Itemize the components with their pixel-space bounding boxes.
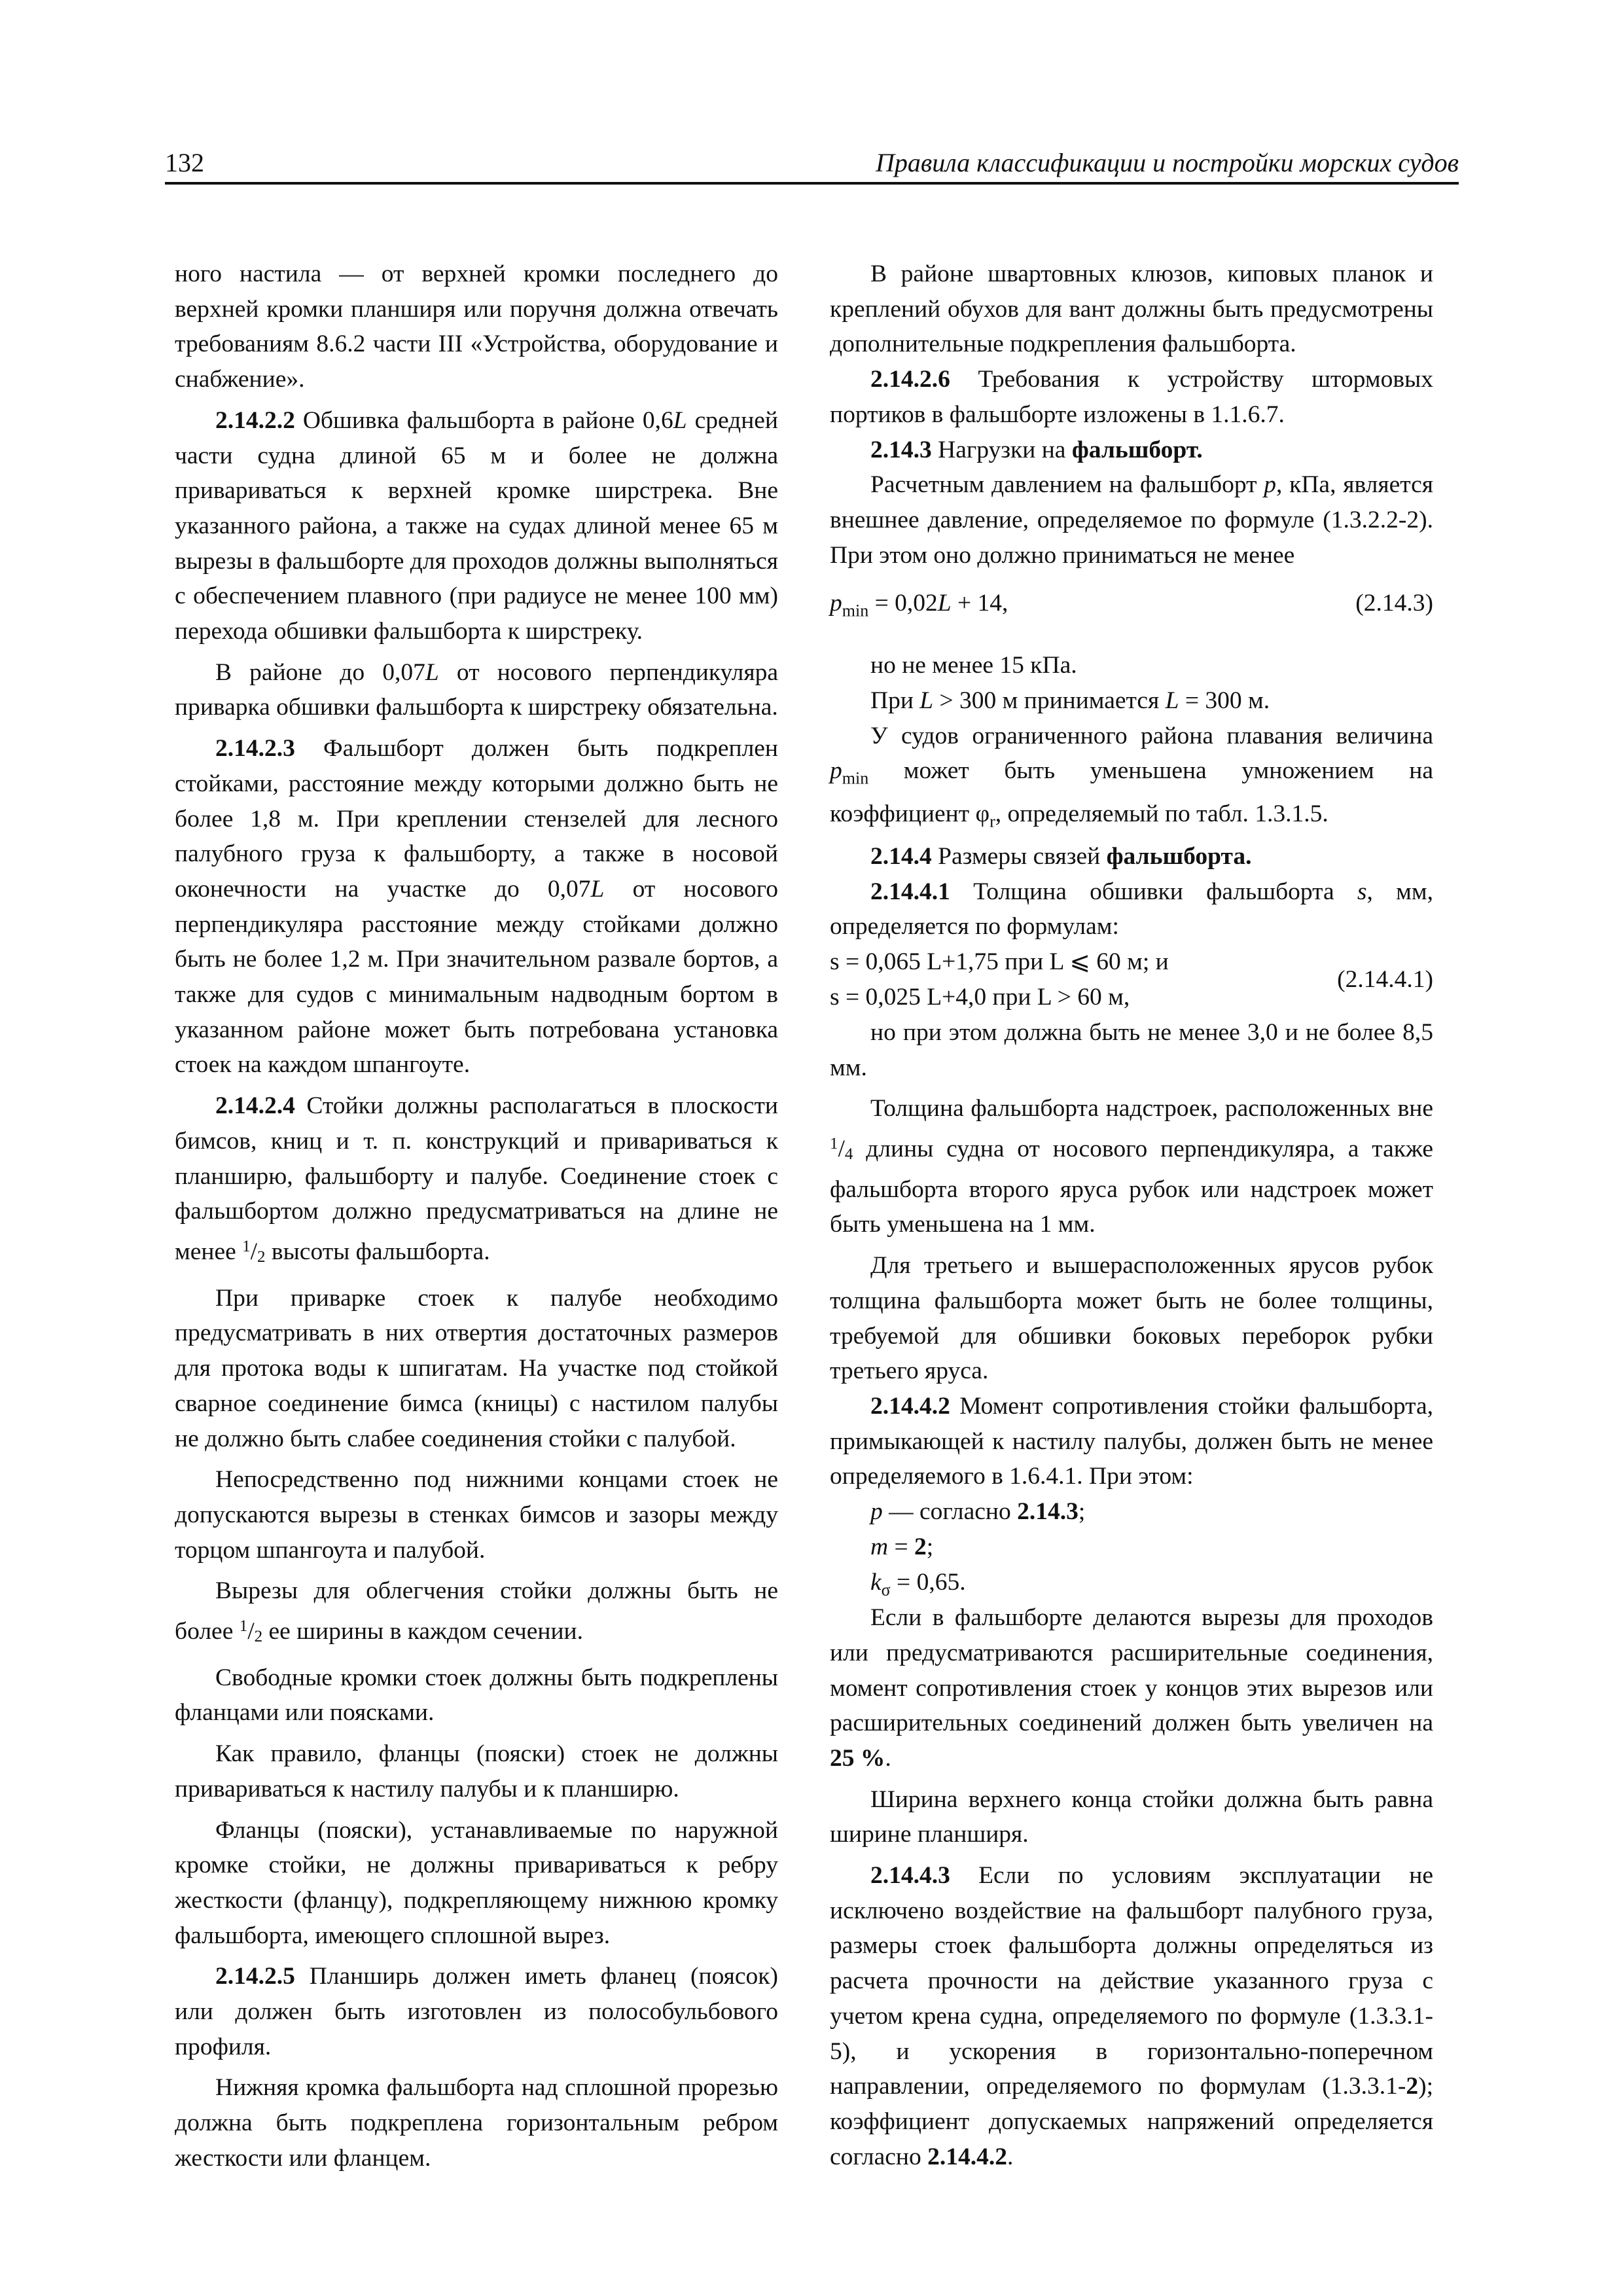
equation-number: (2.14.4.1) bbox=[1337, 965, 1433, 993]
variable-list bbox=[830, 1494, 1433, 1600]
section-number: 2.14.4.3 bbox=[870, 1862, 950, 1890]
equation-number: (2.14.3) bbox=[1355, 590, 1433, 617]
section-2-14-4-1: 2.14.4.1 Толщина обшивки фальшборта s, мм, определяется по формулам: bbox=[830, 878, 1433, 941]
paragraph: Как правило, фланцы (пояски) стоек не должны привариваться к настилу палубы и к планширю. bbox=[175, 1740, 778, 1803]
fraction-one-half: $^1/_2$ bbox=[239, 1617, 263, 1646]
formula: $p_{min} = 0,02L + 14$, bbox=[830, 590, 1008, 620]
section-2-14-2-2: 2.14.2.2 Обшивка фальшборта в районе 0,6L средней части судна длиной 65 м и более не должна привариваться к верхней кромке ширстрека. Вне указанного района, а также на судах длиной менее 65 м вырезы в фальшборте для проходов должны выполняться с обеспечением плавного (при радиусе не менее 100 мм) перехода обшивки фальшборта к ширстреку. bbox=[175, 406, 778, 645]
variable-k-sigma: $k_\sigma = 0,65$. bbox=[870, 1569, 966, 1600]
section-2-14-2-5: 2.14.2.5 Планширь должен иметь фланец (поясок) или должен быть изготовлен из полособульбового профиля. bbox=[175, 1963, 778, 2060]
section-2-14-2-4: 2.14.2.4 Стойки должны располагаться в плоскости бимсов, книц и т. п. конструкций и привариваться к планширю, фальшборту и палубе. Соединение стоек с фальшбортом должно предусматриваться на длине не менее $^1/_2$ высоты фальшборта. bbox=[175, 1092, 778, 1266]
paragraph: При L > 300 м принимается L = 300 м. bbox=[870, 687, 1270, 715]
section-2-14-4-heading: 2.14.4 Размеры связей фальшборта. bbox=[870, 842, 1252, 870]
paragraph: Непосредственно под нижними концами стоек не допускаются вырезы в стенках бимсов и зазоры между торцом шпангоута и палубой. bbox=[175, 1466, 778, 1564]
section-number: 2.14.4.2 bbox=[870, 1392, 950, 1420]
paragraph: При приварке стоек к палубе необходимо предусматривать в них отвертия достаточных размеров для протока воды к шпигатам. На участке под стойкой сварное соединение бимса (кницы) с настилом палубы не должно быть слабее соединения стойки с палубой. bbox=[175, 1284, 778, 1452]
page-header bbox=[165, 143, 1459, 185]
header-rule bbox=[165, 182, 1459, 185]
formula-line-1: s = 0,065 L+1,75 при L ⩽ 60 м; и bbox=[830, 948, 1169, 975]
section-number: 2.14.4 bbox=[870, 842, 932, 870]
running-title: Правила классификации и постройки морских судов bbox=[875, 148, 1459, 177]
paragraph: Ширина верхнего конца стойки должна быть равна ширине планширя. bbox=[830, 1785, 1433, 1848]
section-2-14-4-2: 2.14.4.2 Момент сопротивления стойки фальшборта, примыкающей к настилу палубы, должен быть не менее определяемого в 1.6.4.1. При этом: bbox=[830, 1392, 1433, 1490]
section-number: 2.14.2.4 bbox=[215, 1092, 295, 1120]
section-2-14-2-3: 2.14.2.3 Фальшборт должен быть подкреплен стойками, расстояние между которыми должно быть не более 1,8 м. При креплении стензелей для лесного палубного груза к фальшборту, а также в носовой оконечности на участке до 0,07L от носового перпендикуляра расстояние между стойками должно быть не более 1,2 м. При значительном развале бортов, а также для судов с минимальным надводным бортом в указанном районе может быть потребована установка стоек на каждом шпангоуте. bbox=[175, 735, 778, 1079]
paragraph: Толщина фальшборта надстроек, расположенных вне $^1/_4$ длины судна от носового перпендикуляра, а также фальшборта второго яруса рубок или надстроек может быть уменьшена на 1 мм. bbox=[830, 1095, 1433, 1238]
paragraph: Для третьего и вышерасположенных ярусов рубок толщина фальшборта может быть не более толщины, требуемой для обшивки боковых переборок рубки третьего яруса. bbox=[830, 1252, 1433, 1385]
fraction-one-half: $^1/_2$ bbox=[242, 1237, 266, 1266]
paragraph: Фланцы (пояски), устанавливаемые по наружной кромке стойки, не должны привариваться к ребру жесткости (фланцу), подкрепляющему нижнюю кромку фальшборта, имеющего сплошной вырез. bbox=[175, 1816, 778, 1949]
paragraph: Свободные кромки стоек должны быть подкреплены фланцами или поясками. bbox=[175, 1664, 778, 1727]
formula-line-2: s = 0,025 L+4,0 при L > 60 м, bbox=[830, 983, 1130, 1011]
variable-p: p — согласно 2.14.3; bbox=[870, 1498, 1086, 1526]
variable-m: m = 2; bbox=[870, 1534, 934, 1561]
fraction-one-quarter: $^1/_4$ bbox=[830, 1135, 853, 1164]
paragraph: ного настила — от верхней кромки последнего до верхней кромки планширя или поручня должна отвечать требованиям 8.6.2 части III «Устройства, оборудование и снабжение». bbox=[175, 260, 778, 393]
section-number: 2.14.2.5 bbox=[215, 1963, 295, 1990]
left-column bbox=[175, 257, 778, 2176]
right-column bbox=[830, 257, 1433, 2174]
section-number: 2.14.3 bbox=[870, 436, 932, 463]
section-2-14-2-6: 2.14.2.6 Требования к устройству штормовых портиков в фальшборте изложены в 1.1.6.7. bbox=[830, 366, 1433, 428]
section-number: 2.14.4.1 bbox=[870, 878, 950, 905]
paragraph: Если в фальшборте делаются вырезы для проходов или предусматриваются расширительные соединения, момент сопротивления стоек у концов этих вырезов или расширительных соединений должен быть увеличен на 25 %. bbox=[830, 1604, 1433, 1772]
paragraph: но при этом должна быть не менее 3,0 и не более 8,5 мм. bbox=[830, 1018, 1433, 1081]
paragraph: В районе швартовных клюзов, киповых планок и креплений обухов для вант должны быть предусмотрены дополнительные подкрепления фальшборта. bbox=[830, 260, 1433, 358]
section-2-14-4-3: 2.14.4.3 Если по условиям эксплуатации не исключено воздействие на фальшборт палубного груза, размеры стоек фальшборта должны определяться из расчета прочности на действие указанного груза с учетом крена судна, определяемого по формуле (1.3.3.1-5), и ускорения в горизонтально-поперечном направлении, определяемого по формулам (1.3.3.1-2); коэффициент допускаемых напряжений определяется согласно 2.14.4.2. bbox=[830, 1862, 1433, 2170]
section-number: 2.14.2.3 bbox=[215, 735, 295, 762]
equation-2-14-4-1 bbox=[830, 944, 1433, 1015]
section-number: 2.14.2.6 bbox=[870, 366, 950, 393]
paragraph: Расчетным давлением на фальшборт p, кПа, является внешнее давление, определяемое по формуле (1.3.2.2-2). При этом оно должно приниматься не менее bbox=[830, 471, 1434, 569]
page-number: 132 bbox=[165, 148, 204, 177]
paragraph: В районе до 0,07L от носового перпендикуляра приварка обшивки фальшборта к ширстреку обязательна. bbox=[175, 658, 778, 721]
paragraph: Нижняя кромка фальшборта над сплошной прорезью должна быть подкреплена горизонтальным ребром жесткости или фланцем. bbox=[175, 2074, 778, 2172]
paragraph: У судов ограниченного района плавания величина $p_{min}$ может быть уменьшена умножением на коэффициент $\varphi_r$, определяемый по табл. 1.3.1.5. bbox=[830, 722, 1433, 831]
equation-2-14-3 bbox=[830, 573, 1433, 648]
section-number: 2.14.2.2 bbox=[215, 406, 295, 434]
paragraph: Вырезы для облегчения стойки должны быть не более $^1/_2$ ее ширины в каждом сечении. bbox=[175, 1577, 778, 1646]
paragraph: но не менее 15 кПа. bbox=[870, 652, 1077, 679]
section-2-14-3-heading: 2.14.3 Нагрузки на фальшборт. bbox=[870, 436, 1203, 463]
